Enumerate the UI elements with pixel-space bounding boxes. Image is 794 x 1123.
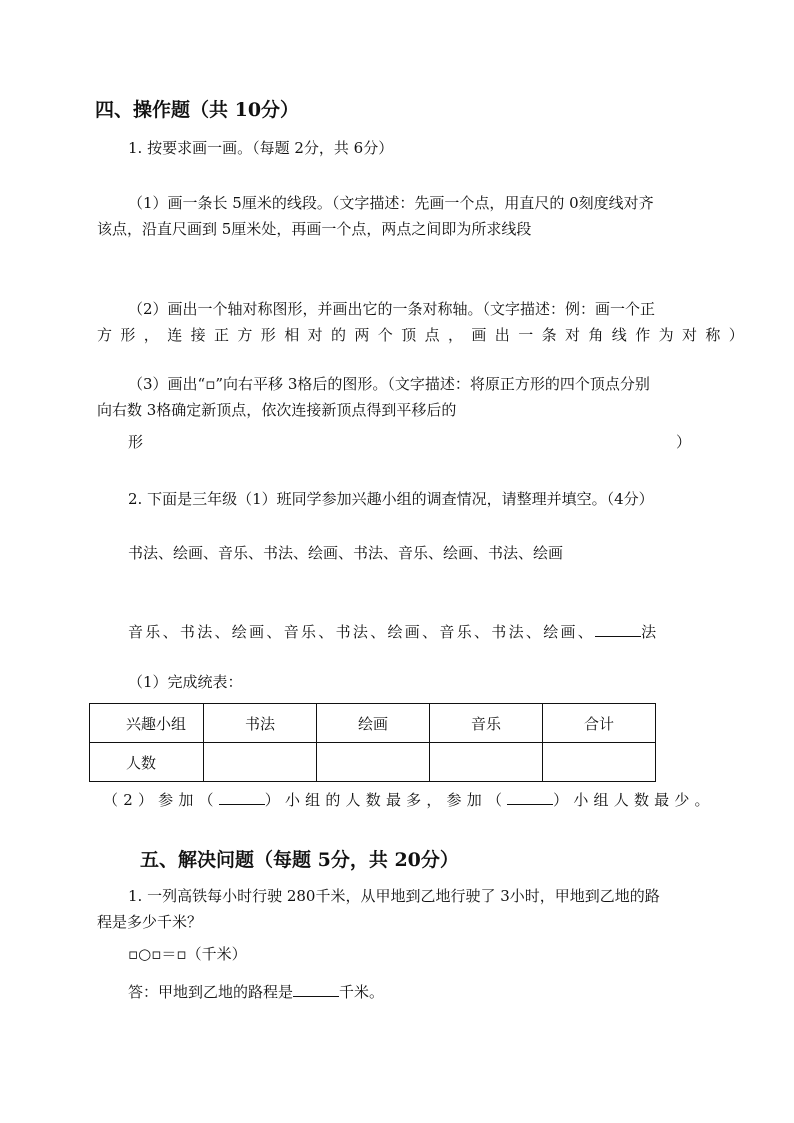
- question-1-3-line-1: （3）画出“▫”向右平移 3格后的图形。（文字描述：将原正方形的四个顶点分别: [128, 375, 650, 393]
- table-header-cell: 绘画: [317, 704, 430, 743]
- section-5-question-1-line-2: 程是多少千米？: [97, 913, 203, 931]
- question-2-2-part-a: （2）参加（: [103, 791, 219, 809]
- question-1-3-line-3: [128, 432, 691, 452]
- question-1-1-line-1: （1）画一条长 5厘米的线段。（文字描述：先画一个点，用直尺的 0刻度线对齐: [128, 194, 654, 212]
- answer-text-a: 答：甲地到乙地的路程是: [128, 983, 294, 1001]
- table-answer-cell[interactable]: [543, 743, 656, 782]
- question-2-2-part-c: ）小组人数最少。: [553, 791, 715, 809]
- fill-blank[interactable]: [219, 790, 265, 805]
- formula: ▫○▫＝▫（千米）: [128, 945, 247, 963]
- question-2-title: 2. 下面是三年级（1）班同学参加兴趣小组的调查情况，请整理并填空。（4分）: [128, 490, 654, 508]
- table-header-cell: 音乐: [430, 704, 543, 743]
- question-1-2-line-2: 方形，连接正方形相对的两个顶点，画出一条对角线作为对称）: [97, 326, 753, 344]
- section-5-heading: 五、解决问题（每题 5分，共 20分）: [140, 849, 459, 871]
- table-header-row: [90, 704, 656, 743]
- question-1-3-line-2: 向右数 3格确定新顶点，依次连接新顶点得到平移后的: [97, 401, 457, 419]
- table-row-label: 人数: [90, 743, 204, 782]
- answer-line: [128, 982, 384, 1002]
- table-header-cell: 合计: [543, 704, 656, 743]
- fill-blank[interactable]: [293, 982, 339, 997]
- table-answer-cell[interactable]: [317, 743, 430, 782]
- table-header-cell: 兴趣小组: [90, 704, 204, 743]
- question-1-title: 1. 按要求画一画。（每题 2分，共 6分）: [128, 139, 394, 157]
- table-row: [90, 743, 656, 782]
- question-1-3-line-3-left: 形: [128, 433, 144, 451]
- question-1-1-line-2: 该点，沿直尺画到 5厘米处，再画一个点，两点之间即为所求线段: [97, 220, 532, 238]
- question-1-2-line-1: （2）画出一个轴对称图形，并画出它的一条对称轴。（文字描述：例：画一个正: [128, 300, 656, 318]
- survey-data-line-1: 书法、绘画、音乐、书法、绘画、书法、音乐、绘画、书法、绘画: [128, 544, 564, 562]
- section-4-heading: 四、操作题（共 10分）: [95, 99, 300, 121]
- survey-data-line-2-tail: 法: [641, 623, 659, 641]
- table-header-cell: 书法: [204, 704, 317, 743]
- survey-data-line-2-text: 音乐、书法、绘画、音乐、书法、绘画、音乐、书法、绘画、: [128, 623, 596, 641]
- survey-data-line-2: [128, 622, 658, 642]
- table-answer-cell[interactable]: [430, 743, 543, 782]
- table-answer-cell[interactable]: [204, 743, 317, 782]
- answer-text-b: 千米。: [339, 983, 385, 1001]
- question-2-2: [103, 790, 715, 810]
- section-5-question-1-line-1: 1. 一列高铁每小时行驶 280千米，从甲地到乙地行驶了 3小时，甲地到乙地的路: [128, 887, 660, 905]
- question-1-3-line-3-right: ）: [675, 433, 691, 451]
- fill-blank[interactable]: [595, 622, 641, 637]
- question-2-2-part-b: ）小组的人数最多，参加（: [264, 791, 508, 809]
- statistics-table: [89, 703, 656, 782]
- fill-blank[interactable]: [507, 790, 553, 805]
- question-2-1-title: （1）完成统表：: [128, 673, 243, 691]
